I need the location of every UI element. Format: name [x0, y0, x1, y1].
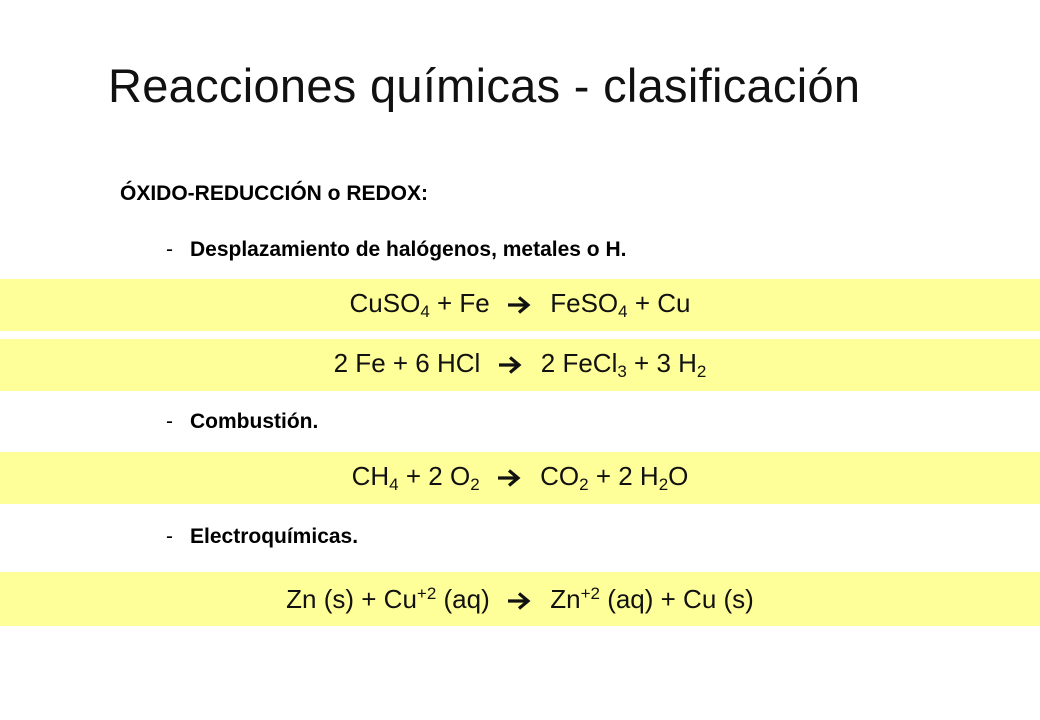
subscript: 2 — [658, 475, 669, 494]
right-arrow-icon — [507, 584, 533, 615]
right-arrow-icon — [498, 348, 524, 379]
formula-part: + 2 H — [588, 461, 659, 491]
formula-part: + 3 H — [626, 348, 697, 378]
subscript: 2 — [696, 362, 707, 381]
bullet-text: Combustión. — [190, 410, 319, 433]
equation-4 — [286, 584, 754, 615]
section-heading: ÓXIDO-REDUCCIÓN o REDOX: — [120, 182, 429, 205]
equation-band-2 — [0, 339, 1040, 391]
subscript: 2 — [470, 475, 480, 494]
formula-part: Zn — [550, 583, 581, 614]
formula-part: CO — [540, 461, 580, 491]
subscript: 2 — [579, 475, 589, 494]
bullet-dash: - — [166, 410, 173, 433]
formula-part: (aq) — [436, 583, 490, 614]
equation-3 — [352, 461, 689, 495]
equation-2 — [334, 348, 707, 382]
right-arrow-icon — [507, 288, 533, 319]
formula-part: 2 FeCl — [540, 348, 618, 378]
bullet-combustion — [166, 410, 318, 434]
bullet-dash: - — [166, 525, 173, 548]
slide-title: Reacciones químicas - clasificación — [108, 59, 861, 112]
equation-band-1 — [0, 279, 1040, 331]
right-arrow-icon — [497, 461, 523, 492]
bullet-desplazamiento — [166, 238, 626, 262]
formula-part: FeSO — [550, 288, 619, 318]
formula-part: Zn (s) + Cu — [286, 583, 417, 614]
subscript: 4 — [420, 302, 430, 321]
equation-1 — [350, 288, 691, 322]
formula-part: 2 Fe + 6 HCl — [333, 348, 481, 378]
superscript: +2 — [416, 583, 437, 603]
equation-band-4 — [0, 572, 1040, 626]
formula-part: + 2 O — [398, 461, 471, 491]
bullet-text: Electroquímicas. — [190, 525, 359, 548]
subscript: 4 — [618, 302, 628, 321]
subscript: 3 — [617, 362, 627, 381]
formula-part: + Fe — [429, 288, 490, 318]
formula-part: CuSO — [349, 288, 421, 318]
superscript: +2 — [580, 583, 600, 603]
formula-part: (aq) + Cu (s) — [599, 583, 754, 614]
bullet-text: Desplazamiento de halógenos, metales o H. — [190, 238, 627, 261]
formula-part: O — [668, 461, 689, 491]
bullet-dash: - — [166, 238, 173, 261]
equation-band-3 — [0, 452, 1040, 504]
subscript: 4 — [389, 475, 399, 494]
formula-part: + Cu — [627, 288, 691, 318]
bullet-electroquimicas — [166, 525, 358, 549]
formula-part: CH — [351, 461, 390, 491]
